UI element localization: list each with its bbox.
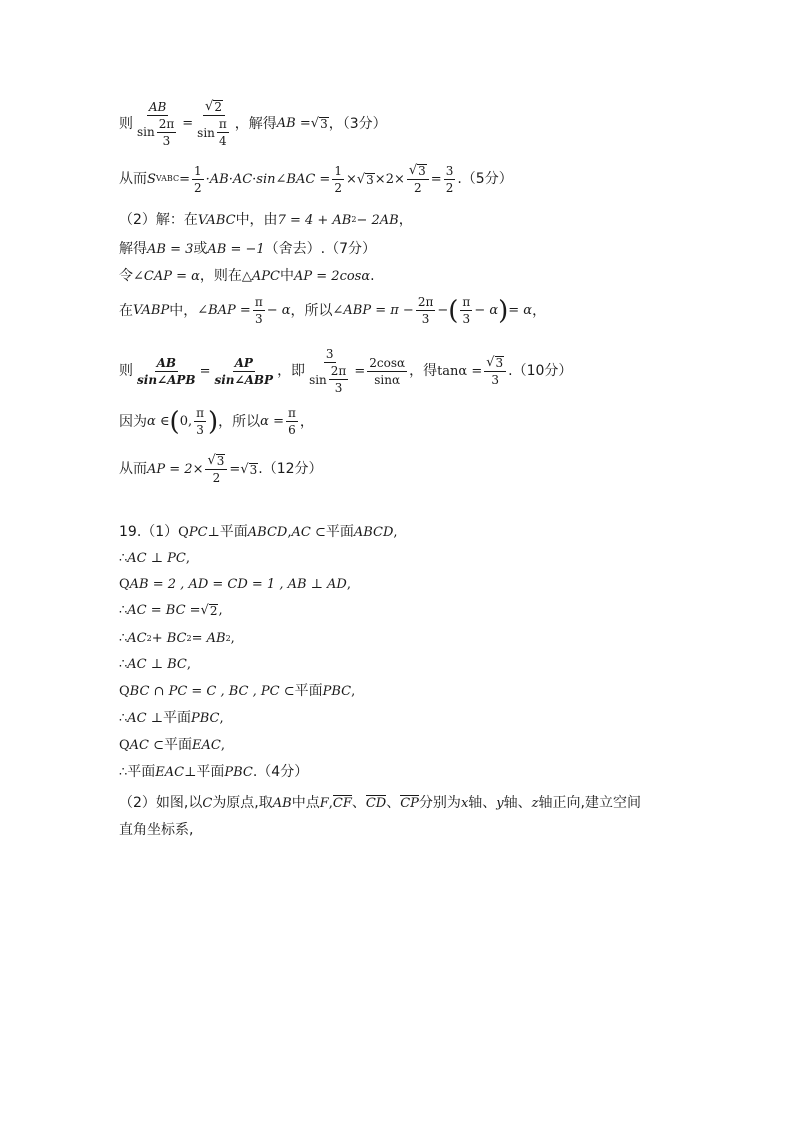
math: ∠ABP = π − [332,303,414,318]
solution-line-3 [119,213,413,227]
punct: , [185,551,190,566]
math: ABCD [353,524,394,540]
fraction [444,165,456,194]
fraction [212,357,275,386]
punct: , [346,577,351,592]
score-text: .（4分） [252,764,309,780]
math: AB [272,795,292,811]
math: ⊥ [184,764,197,780]
punct: ， [532,302,547,319]
numerator: 1 [334,163,342,178]
numerator: π [254,295,263,309]
sin-text: sin [197,125,215,140]
text: 为原点,取 [212,795,273,811]
q19-line-11 [119,796,641,810]
fraction [307,348,352,394]
solution-line-6: 在 VABP 中， ∠BAP = $\frac{\pi}{3}$ − α ，所以 ∠ABP = π − $\frac{2\pi}{3}$ − ( $\frac{\pi}{3}$ − α ) = α ， [119,295,547,326]
because-symbol: Q [119,577,130,592]
math: ×2× [374,171,405,187]
text: 则 [119,115,133,132]
solution-line-8: 因为 α ∈ ( 0, $\frac{\pi}{3}$ ) ，所以 α = $\frac{\pi}{6}$ ， [119,406,314,437]
text: ，所以 [290,302,333,319]
sqrt: √ 3 [486,355,504,370]
punct: ， [299,413,314,430]
numerator: 2cosα [369,355,406,370]
sqrt: √ 3 [356,171,374,187]
score-text: （舍去）.（7分） [264,241,376,257]
sin-text: sin [137,125,155,139]
q19-line-12 [119,823,193,837]
fraction [192,165,204,194]
math: PBC [224,764,253,780]
vector-cp: CP [400,795,419,811]
math: α ∈ [147,414,170,429]
q19-line-3 [119,578,351,591]
math: = AB [191,631,226,646]
text: 中点 [291,795,320,811]
denominator: 6 [288,423,296,437]
denominator: 3 [254,312,263,326]
fraction [286,407,298,436]
denominator [135,116,180,147]
math: AC ⊂ [129,737,165,753]
numerator: 2π [417,295,434,309]
radicand: 3 [249,462,258,477]
equals: = [354,363,366,379]
numerator: 1 [193,163,202,178]
math: 7 = 4 + AB [277,212,352,228]
q19-line-9 [119,738,225,752]
math: − 2AB [356,212,399,228]
punct: 、 [351,795,366,811]
numerator: AB [148,99,167,114]
numerator: 2π [330,364,347,378]
math: AB = [276,116,311,131]
score-text: .（5分） [457,171,513,187]
radicand: 3 [495,356,504,370]
text: 则 [119,363,133,379]
text: 平面 [127,764,156,780]
denominator: 3 [421,312,430,326]
numerator [203,100,225,116]
fraction [135,101,180,147]
denominator: 2 [445,180,454,195]
therefore-symbol: ∴ [119,631,128,646]
math: ∠CAP = α [133,268,200,284]
text: 中 [280,268,295,284]
denominator: sinα [374,372,401,387]
equals: = [229,461,241,477]
math: C [202,795,213,811]
math: α = [260,414,284,429]
punct: , [220,737,226,753]
q19-line-1 [119,525,398,539]
solution-line-9 [119,454,323,484]
question-number: 19.（1） [119,524,179,540]
text: 轴、 [468,795,497,811]
math: AB = 2 , AD = CD = 1 , AB ⊥ AD [129,577,347,592]
therefore-symbol: ∴ [119,764,128,780]
numerator: 2π [158,116,175,131]
superscript: 2 [351,215,357,224]
text: （2）解：在 [119,212,198,228]
q19-line-4 [119,604,223,617]
math: ∠BAP = [197,303,251,318]
text: 从而 [119,171,147,187]
q19-line-8 [119,711,224,725]
math: △APC [241,268,281,284]
numerator: 3 [445,163,454,178]
q19-line-7 [119,684,355,698]
math: ABCD [247,524,288,540]
text: 或 [193,241,208,257]
score-text: .（12分） [258,461,323,477]
numerator: π [462,295,471,309]
denominator: 3 [196,423,204,437]
sqrt: √ 3 [408,163,426,178]
math: AC ⊂ [291,524,326,540]
math: AP = 2cosα [294,268,371,284]
times: × [345,171,357,187]
subscript: VABC [155,174,180,183]
text: 中，由 [235,212,278,228]
denominator: 4 [219,134,227,148]
math: AC = BC = [127,603,201,618]
math: + BC [151,631,187,646]
q19-line-5 [119,632,235,645]
radicand: 3 [366,172,374,187]
numerator: π [287,406,296,420]
numerator [407,164,429,180]
equals: = [182,116,194,131]
therefore-symbol: ∴ [119,603,128,618]
punct: 、 [386,795,401,811]
denominator: 2 [334,180,342,195]
solution-line-1 [119,100,387,147]
text: 平面 [219,524,248,540]
text: 从而 [119,461,147,477]
punct: , [351,683,356,699]
punct: , [186,657,191,672]
vector-cf: CF [332,795,352,811]
text: （2）如图,以 [119,795,203,811]
punct: , [393,524,398,540]
because-symbol: Q [119,683,130,699]
text: 直角坐标系, [119,822,194,838]
punct: , [219,710,224,726]
math: PBC [322,683,352,699]
sin-text: sin [309,372,327,387]
math: y [496,795,504,811]
text: ，则在 [199,268,242,284]
math: 0, [179,414,193,429]
numerator [205,454,227,470]
numerator: AB [156,355,177,370]
because-symbol: Q [178,524,189,540]
punct: , [328,795,333,811]
math: AB = 3 [147,241,194,257]
superscript: 2 [146,633,152,643]
denominator: 3 [462,312,471,326]
numerator: AP [234,355,253,370]
text: 中， [169,302,198,319]
superscript: 2 [225,633,231,643]
math: ·AB·AC·sin∠BAC = [205,171,331,187]
q19-line-2 [119,552,190,565]
denominator: 2 [414,181,422,195]
punct: , [230,631,235,646]
text: 分别为 [418,795,461,811]
sqrt: √ 3 [310,116,328,131]
therefore-symbol: ∴ [119,657,128,672]
punct: ， [398,212,413,228]
math: = α [508,303,533,318]
minus: − [437,303,449,318]
fraction [205,454,227,484]
text: 平面 [196,764,225,780]
punct: , [287,524,292,540]
math: x [460,795,469,811]
denominator: 2 [193,180,202,195]
fraction [135,357,198,386]
fraction [194,407,206,436]
radicand: 2 [214,100,222,114]
equals: = [199,363,211,379]
equals: = [179,171,190,187]
text: 平面 [164,737,193,753]
radicand: 2 [209,604,218,618]
solution-line-5 [119,269,375,283]
text: ，所以 [218,413,261,430]
score-text: ，（3分） [328,115,387,132]
text: ，得 [409,363,438,379]
denominator: 3 [334,381,343,395]
solution-line-4 [119,242,376,256]
text: ，解得 [234,115,277,132]
fraction [460,296,472,325]
solution-line-7 [119,348,572,394]
superscript: 2 [186,633,192,643]
math: EAC [192,737,221,753]
numerator: 3 [325,347,334,361]
math: − α [474,303,499,318]
fraction [416,296,436,325]
solution-line-2 [119,164,513,194]
math: BC ∩ PC = C , BC , PC ⊂ [129,683,295,699]
math: PC [188,524,208,540]
sqrt: √ 2 [205,99,222,114]
math: ⊥ [207,524,220,540]
denominator [307,363,352,394]
text: 轴正向,建立空间 [538,795,641,811]
text: 平面 [294,683,323,699]
denominator [195,116,233,147]
denominator: sin∠APB [137,372,196,387]
fraction [253,296,265,325]
math: VABP [133,303,170,318]
punct: , [218,603,223,618]
sqrt: √ 3 [207,453,225,468]
text: 轴、 [503,795,532,811]
q19-line-10 [119,765,308,779]
fraction [332,165,344,194]
math: AB = −1 [207,241,265,257]
math: EAC [155,764,185,780]
fraction [217,118,229,147]
numerator [484,356,506,372]
vector-cd: CD [365,795,387,811]
text: 令 [119,268,133,284]
fraction [157,118,177,147]
math: PBC [190,710,220,726]
math: AC [127,631,147,646]
fraction [484,356,506,386]
math: F [319,795,329,811]
fraction [407,164,429,194]
fraction [329,365,349,394]
radicand: 3 [216,454,225,468]
radicand: 3 [418,164,426,178]
text: 在 [119,302,133,319]
math: VABC [197,212,236,228]
therefore-symbol: ∴ [119,710,128,726]
math: z [531,795,539,811]
numerator: π [218,117,227,131]
denominator: sin∠ABP [214,372,274,387]
text: ，即 [277,363,306,379]
math: S [147,171,156,187]
fraction [367,357,407,386]
score-text: .（10分） [508,363,573,379]
math: AP = 2× [147,461,204,477]
text: 解得 [119,241,147,257]
math: AC ⊥ PC [127,551,186,566]
math: AC ⊥ BC [127,657,187,672]
punct: . [370,268,375,284]
text: 平面 [325,524,354,540]
therefore-symbol: ∴ [119,551,128,566]
fraction [195,100,233,147]
because-symbol: Q [119,737,130,753]
radicand: 3 [320,117,328,131]
equals: = [430,171,442,187]
numerator: π [196,406,204,420]
denominator: 3 [162,133,171,148]
text: 因为 [119,413,147,430]
sqrt: √ 3 [240,461,258,477]
denominator: 2 [212,471,221,485]
text: 平面 [162,710,191,726]
sqrt: √ 2 [200,603,218,618]
math: − α [266,303,291,318]
denominator: 3 [491,373,500,387]
math: AC ⊥ [127,710,163,726]
math: tanα = [437,363,483,379]
q19-line-6 [119,658,191,671]
